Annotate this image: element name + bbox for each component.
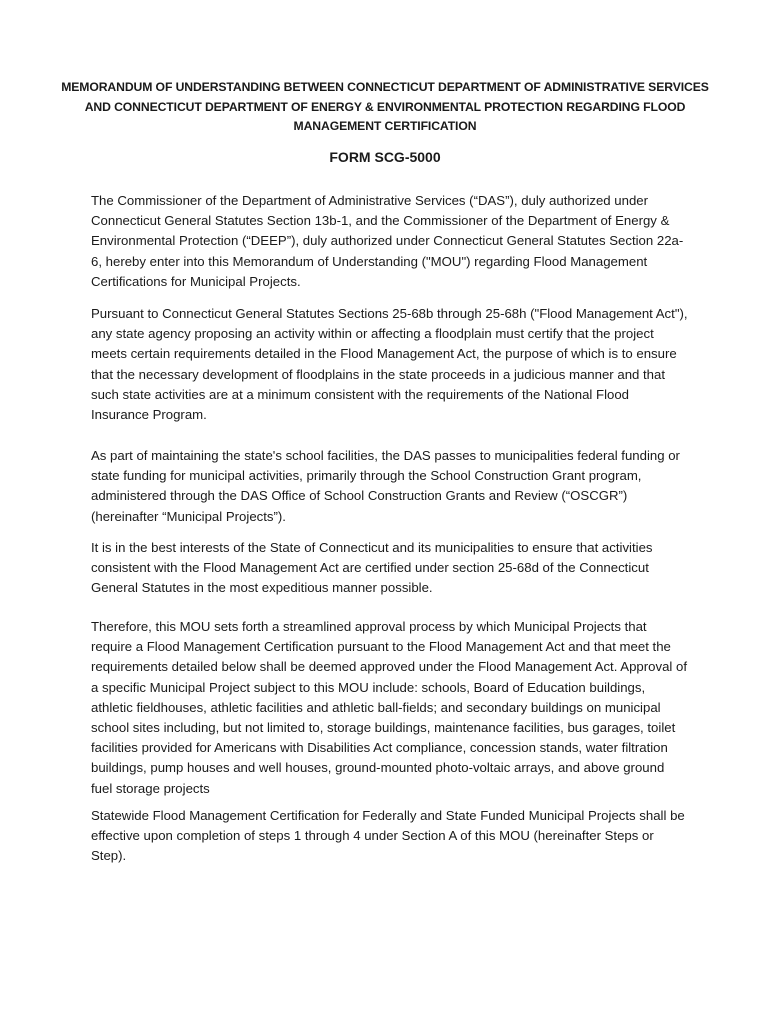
memo-title: MEMORANDUM OF UNDERSTANDING BETWEEN CONNECTICUT DEPARTMENT OF ADMINISTRATIVE SERVICES AND CONNECTICUT DEPARTMENT OF ENERGY & ENVIRONMENTAL PROTECTION REGARDING FLOOD MANAGEMENT CERTIFICATION (61, 80, 709, 133)
form-number: FORM SCG-5000 (329, 149, 441, 165)
paragraph-best-interests: It is in the best interests of the State of Connecticut and its municipalities to ensure that activities consistent with the Flood Management Act are certified under section 25-68d of the Connecticut General Statutes in the most expeditious manner possible. (91, 540, 653, 596)
paragraph-approval-process: Therefore, this MOU sets forth a streamlined approval process by which Municipal Projects that require a Flood Management Certification pursuant to the Flood Management Act and that meet the requirements detailed below shall be deemed approved under the Flood Management Act. Approval of a specific Municipal Project subject to this MOU include: schools, Board of Education buildings, athletic fieldhouses, athletic facilities and athletic ball-fields; and secondary buildings on municipal school sites including, but not limited to, storage buildings, maintenance facilities, bus garages, toilet facilities provided for Americans with Disabilities Act compliance, concession stands, water filtration buildings, pump houses and well houses, ground-mounted photo-voltaic arrays, and above ground fuel storage projects (91, 619, 688, 796)
paragraph-school-facilities: As part of maintaining the state's school facilities, the DAS passes to municipalities federal funding or state funding for municipal activities, primarily through the School Construction Grant program, administered through the DAS Office of School Construction Grants and Review (“OSCGR”) (hereinafter “Municipal Projects”). (91, 448, 680, 524)
paragraph-statewide-certification: Statewide Flood Management Certification for Federally and State Funded Municipal Projects shall be effective upon completion of steps 1 through 4 under Section A of this MOU (hereinafter Steps or Step). (91, 808, 685, 864)
paragraph-flood-management-act: Pursuant to Connecticut General Statutes Sections 25-68b through 25-68h ("Flood Management Act"), any state agency proposing an activity within or affecting a floodplain must certify that the project meets certain requirements detailed in the Flood Management Act, the purpose of which is to ensure that the necessary development of floodplains in the state proceeds in a judicious manner and that such state activities are at a minimum consistent with the requirements of the National Flood Insurance Program. (91, 306, 688, 423)
paragraph-parties: The Commissioner of the Department of Administrative Services (“DAS”), duly authorized under Connecticut General Statutes Section 13b-1, and the Commissioner of the Department of Energy & Environmental Protection (“DEEP”), duly authorized under Connecticut General Statutes Section 22a-6, hereby enter into this Memorandum of Understanding ("MOU") regarding Flood Management Certifications for Municipal Projects. (91, 193, 684, 289)
